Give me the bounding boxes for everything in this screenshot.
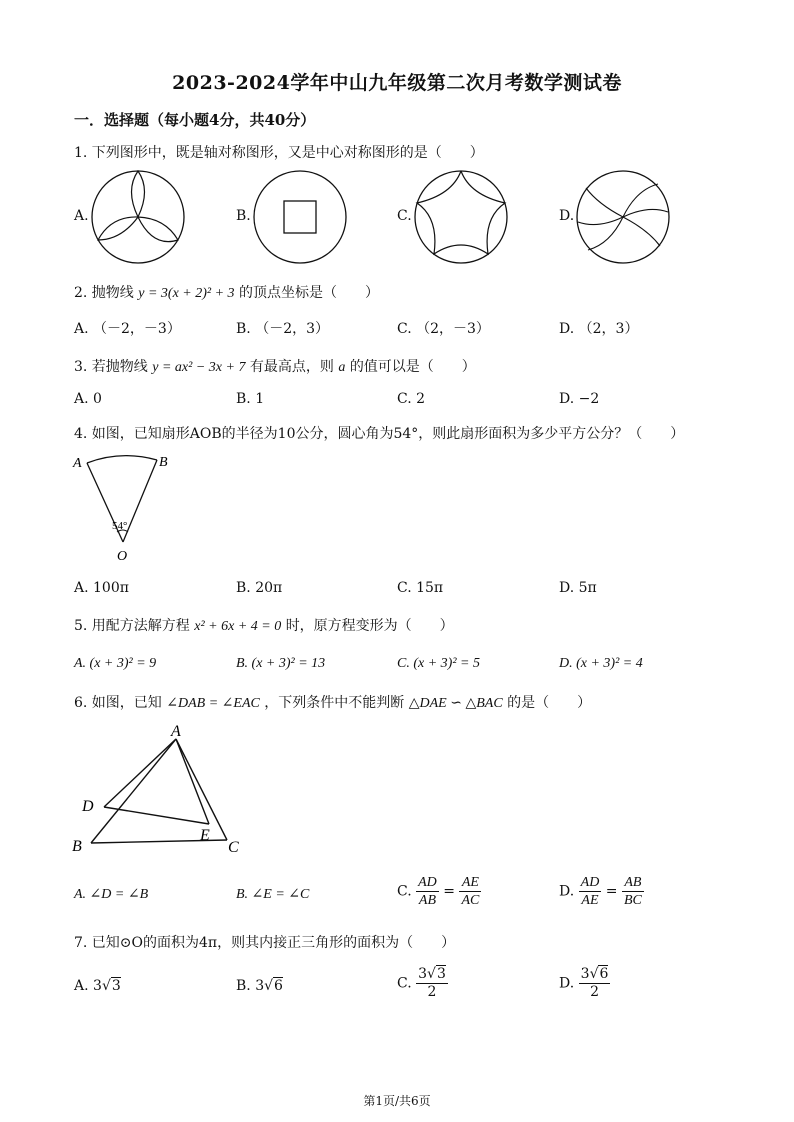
q3-prefix: 3. 若抛物线 bbox=[74, 359, 148, 375]
q6-option-c-frac2 bbox=[459, 874, 481, 909]
question-1-stem: 1. 下列图形中，既是轴对称图形，又是中心对称图形的是（ ） bbox=[74, 145, 484, 161]
q6-triangle-figure bbox=[70, 720, 250, 858]
q3-formula: y = ax² − 3x + 7 bbox=[152, 360, 246, 375]
q1-option-d-label: D. bbox=[559, 208, 575, 224]
q6-label-e: E bbox=[200, 827, 210, 844]
q6-suffix: 的是（ ） bbox=[507, 695, 592, 711]
q1-figure-c bbox=[414, 170, 508, 264]
q6-option-d-den1: AE bbox=[581, 893, 599, 908]
q7-option-c-frac: $\frac{3√3}{2}$ bbox=[418, 966, 446, 1000]
question-5-stem bbox=[74, 615, 454, 635]
q5-prefix: 5. 用配方法解方程 bbox=[74, 618, 190, 634]
q7-option-d-radicand: 6 bbox=[599, 966, 609, 982]
q6-option-a: A. ∠D = ∠B bbox=[74, 887, 149, 902]
question-7-stem: 7. 已知⊙O的面积为4π，则其内接正三角形的面积为（ ） bbox=[74, 935, 456, 951]
q2-option-b: B. （－2，3） bbox=[236, 321, 330, 337]
q7-option-a: A. 3√3 bbox=[74, 978, 121, 994]
q7-option-b-coef: 3 bbox=[255, 978, 265, 994]
page-footer: 第1页/共6页 bbox=[363, 1094, 431, 1108]
question-4-stem: 4. 如图，已知扇形AOB的半径为10公分，圆心角为54°，则此扇形面积为多少平方公分？（ ） bbox=[74, 426, 685, 442]
q2-option-a: A. （－2，－3） bbox=[74, 321, 181, 337]
q2-suffix: 的顶点坐标是（ ） bbox=[239, 285, 380, 301]
q7-option-d-frac: $\frac{3√6}{2}$ bbox=[580, 966, 609, 1000]
q1-figure-d bbox=[576, 170, 670, 264]
q5-option-c: C. (x + 3)² = 5 bbox=[397, 656, 480, 671]
q3-middle: 有最高点，则 bbox=[249, 359, 334, 375]
q4-option-b: B. 20π bbox=[236, 580, 283, 596]
q6-option-c-den1: AB bbox=[418, 893, 437, 908]
q6-option-c-den2: AC bbox=[461, 893, 480, 908]
q4-option-d: D. 5π bbox=[559, 580, 597, 596]
q6-option-c-frac1 bbox=[416, 874, 439, 909]
q6-option-d-frac2 bbox=[622, 874, 644, 909]
q5-option-d: D. (x + 3)² = 4 bbox=[559, 656, 643, 671]
q6-option-b: B. ∠E = ∠C bbox=[236, 887, 310, 902]
section-heading: 一．选择题（每小题4分，共40分） bbox=[74, 111, 316, 129]
q5-option-b: B. (x + 3)² = 13 bbox=[236, 656, 326, 671]
q7-option-c-den: 2 bbox=[427, 984, 437, 1000]
page-title: 2023-2024学年中山九年级第二次月考数学测试卷 bbox=[172, 72, 622, 94]
q5-option-a: A. (x + 3)² = 9 bbox=[74, 656, 157, 671]
q1-option-a-label: A. bbox=[74, 208, 89, 224]
q6-option-d-num1: AD bbox=[580, 875, 600, 890]
q6-formula: ∠DAB = ∠EAC bbox=[166, 696, 260, 711]
q1-option-b-label: B. bbox=[236, 208, 251, 224]
q6-label-d: D bbox=[82, 798, 94, 815]
q1-option-c-label: C. bbox=[397, 208, 412, 224]
question-6-stem bbox=[74, 692, 591, 712]
q7-option-c bbox=[397, 966, 448, 1001]
q6-option-d-eq: = bbox=[605, 883, 618, 900]
q4-label-b: B bbox=[159, 455, 168, 470]
q7-option-b-label: B. bbox=[236, 978, 251, 994]
q2-prefix: 2. 抛物线 bbox=[74, 285, 134, 301]
q6-label-c: C bbox=[228, 839, 239, 856]
question-3-stem bbox=[74, 356, 476, 376]
q3-option-c: C. 2 bbox=[397, 391, 426, 407]
q6-option-c bbox=[397, 874, 481, 909]
q3-option-a: A. 0 bbox=[74, 391, 102, 407]
q7-option-c-coef: 3 bbox=[418, 966, 428, 982]
q4-angle-label: 54° bbox=[112, 520, 128, 532]
q6-option-d-num2: AB bbox=[622, 874, 644, 892]
q7-option-d-coef: 3 bbox=[580, 966, 590, 982]
q4-option-a: A. 100π bbox=[74, 580, 129, 596]
q7-option-a-label: A. bbox=[74, 978, 89, 994]
q3-option-b: B. 1 bbox=[236, 391, 265, 407]
q6-label-a: A bbox=[171, 723, 181, 740]
q6-prefix: 6. 如图，已知 bbox=[74, 695, 162, 711]
q4-option-c: C. 15π bbox=[397, 580, 444, 596]
q7-option-b-radicand: 6 bbox=[274, 978, 283, 994]
q3-suffix: 的值可以是（ ） bbox=[349, 359, 476, 375]
q6-label-b: B bbox=[72, 838, 82, 855]
question-2-stem bbox=[74, 282, 379, 302]
q7-option-b: B. 3√6 bbox=[236, 978, 283, 994]
q7-option-d-label: D. bbox=[559, 975, 575, 992]
q6-option-d-frac1 bbox=[579, 874, 602, 909]
q6-formula2: △DAE ∽ △BAC bbox=[408, 696, 503, 711]
q1-figure-a bbox=[91, 170, 185, 264]
q6-option-c-eq: = bbox=[443, 883, 455, 900]
q6-option-d bbox=[559, 874, 644, 909]
q7-option-a-radicand: 3 bbox=[111, 978, 121, 994]
q7-option-c-label: C. bbox=[397, 975, 412, 992]
q7-option-c-radicand: 3 bbox=[436, 966, 446, 982]
q5-suffix: 时，原方程变形为（ ） bbox=[285, 618, 454, 634]
q6-option-c-label: C. bbox=[397, 883, 412, 900]
q7-option-d bbox=[559, 966, 610, 1001]
q5-formula: x² + 6x + 4 = 0 bbox=[194, 619, 282, 634]
q6-option-d-den2: BC bbox=[623, 893, 642, 908]
q2-option-d: D. （2，3） bbox=[559, 321, 639, 337]
q2-option-c: C. （2，－3） bbox=[397, 321, 490, 337]
q3-var: a bbox=[338, 360, 346, 375]
q4-label-a: A bbox=[73, 456, 82, 471]
q7-option-d-den: 2 bbox=[590, 984, 599, 1000]
q3-option-d: D. −2 bbox=[559, 391, 600, 407]
q6-option-c-num1: AD bbox=[418, 875, 437, 890]
q4-label-o: O bbox=[117, 549, 128, 564]
q1-figure-b bbox=[253, 170, 347, 264]
q4-sector-figure bbox=[70, 452, 180, 564]
q6-option-d-label: D. bbox=[559, 883, 575, 900]
q7-option-a-coef: 3 bbox=[93, 978, 102, 994]
q6-option-c-num2: AE bbox=[459, 874, 481, 892]
q6-middle: ，下列条件中不能判断 bbox=[264, 695, 405, 711]
q2-formula: y = 3(x + 2)² + 3 bbox=[138, 286, 235, 301]
